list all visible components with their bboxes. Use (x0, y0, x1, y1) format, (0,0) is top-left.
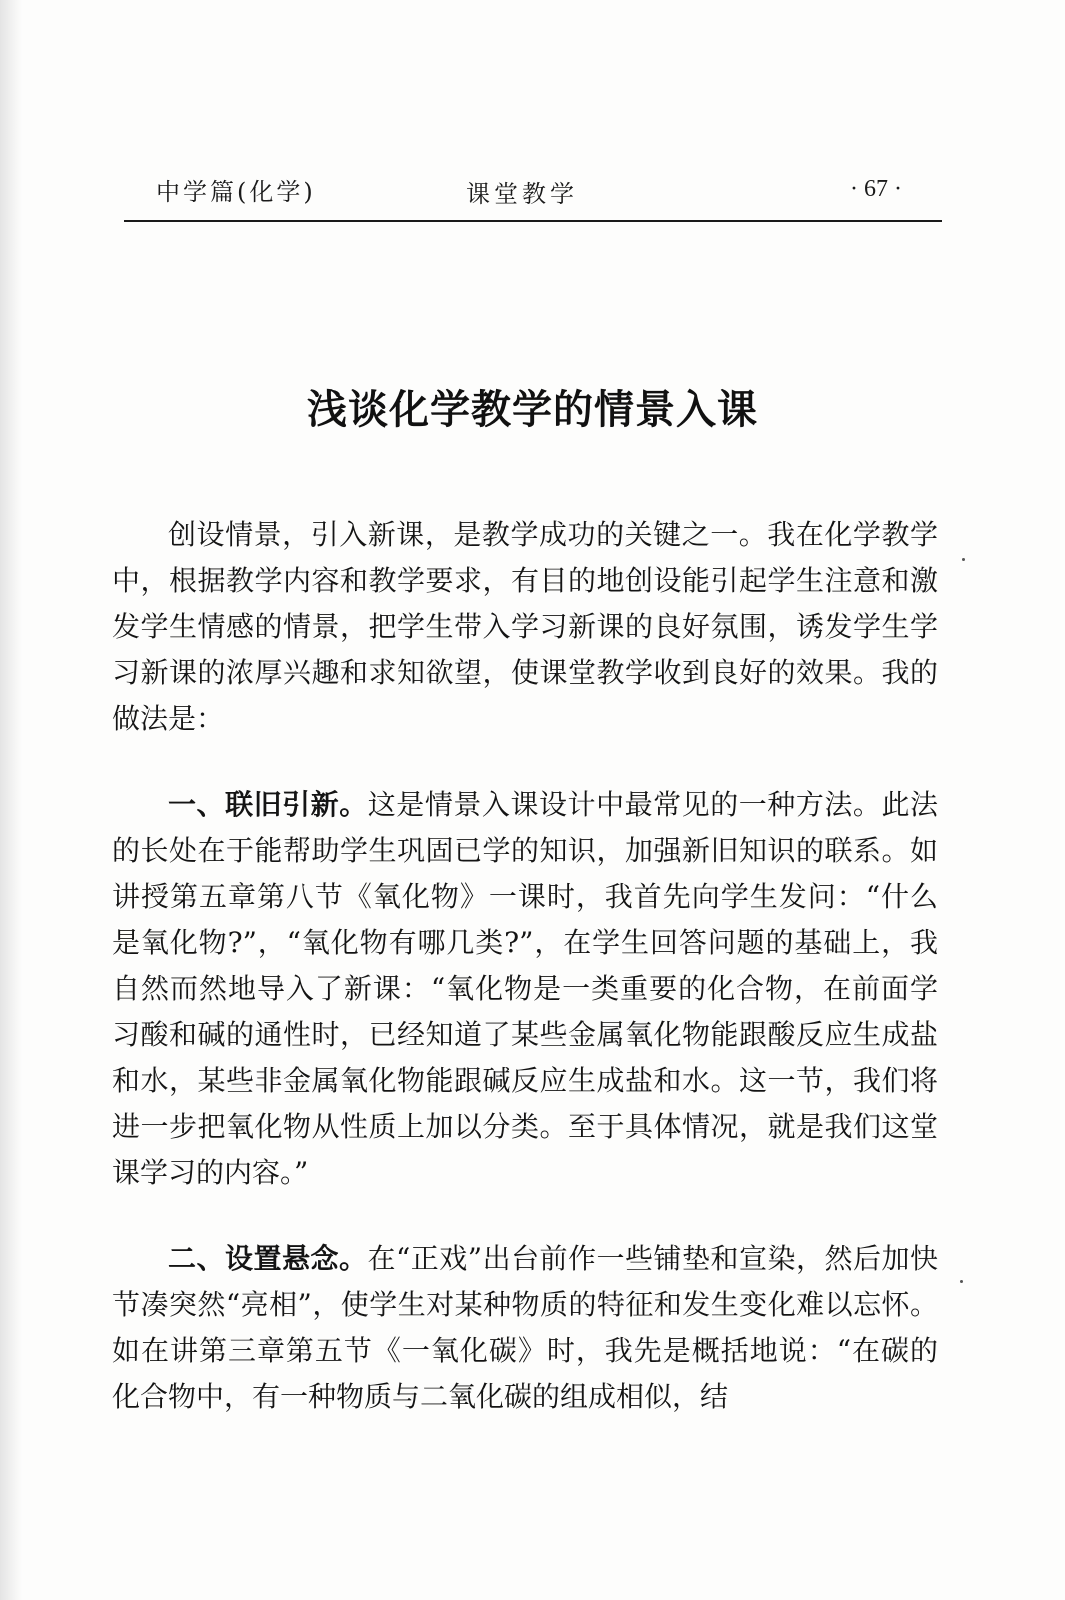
section-2-text: 在“正戏”出台前作一些铺垫和宣染，然后加快节凑突然“亮相”，使学生对某种物质的特征和发生变化难以忘怀。如在讲第三章第五节《一氧化碳》时，我先是概括地说：“在碳的化合物中，有一种物质与二氧化碳的组成相似，结 (112, 1242, 938, 1413)
section-2-heading: 二、设置悬念。 (168, 1242, 368, 1275)
header-category: 课堂教学 (466, 180, 578, 208)
header-section: 中学篇(化学) (156, 178, 316, 206)
intro-paragraph: 创设情景，引入新课，是教学成功的关键之一。我在化学教学中，根据教学内容和教学要求，有目的地创设能引起学生注意和激发学生情感的情景，把学生带入学习新课的良好氛围，诱发学生学习新课的浓厚兴趣和求知欲望，使课堂教学收到良好的效果。我的做法是： (112, 518, 938, 735)
page-edge-shadow (0, 0, 22, 1600)
page-number: · 67 · (850, 176, 902, 202)
article-title: 浅谈化学教学的情景入课 (307, 387, 758, 433)
section-2-paragraph (112, 1236, 938, 1420)
scan-speck (960, 1280, 963, 1283)
section-1-text: 这是情景入课设计中最常见的一种方法。此法的长处在于能帮助学生巩固已学的知识，加强新旧知识的联系。如讲授第五章第八节《氧化物》一课时，我首先向学生发问：“什么是氧化物?”，“氧化物有哪几类?”，在学生回答问题的基础上，我自然而然地导入了新课：“氧化物是一类重要的化合物，在前面学习酸和碱的通性时，已经知道了某些金属氧化物能跟酸反应生成盐和水，某些非金属氧化物能跟碱反应生成盐和水。这一节，我们将进一步把氧化物从性质上加以分类。至于具体情况，就是我们这堂课学习的内容。” (112, 788, 938, 1189)
article-body (112, 512, 938, 1420)
section-1-paragraph (112, 782, 938, 1196)
section-1-heading: 一、联旧引新。 (168, 788, 368, 821)
running-header (124, 168, 942, 222)
scan-speck (962, 558, 965, 561)
